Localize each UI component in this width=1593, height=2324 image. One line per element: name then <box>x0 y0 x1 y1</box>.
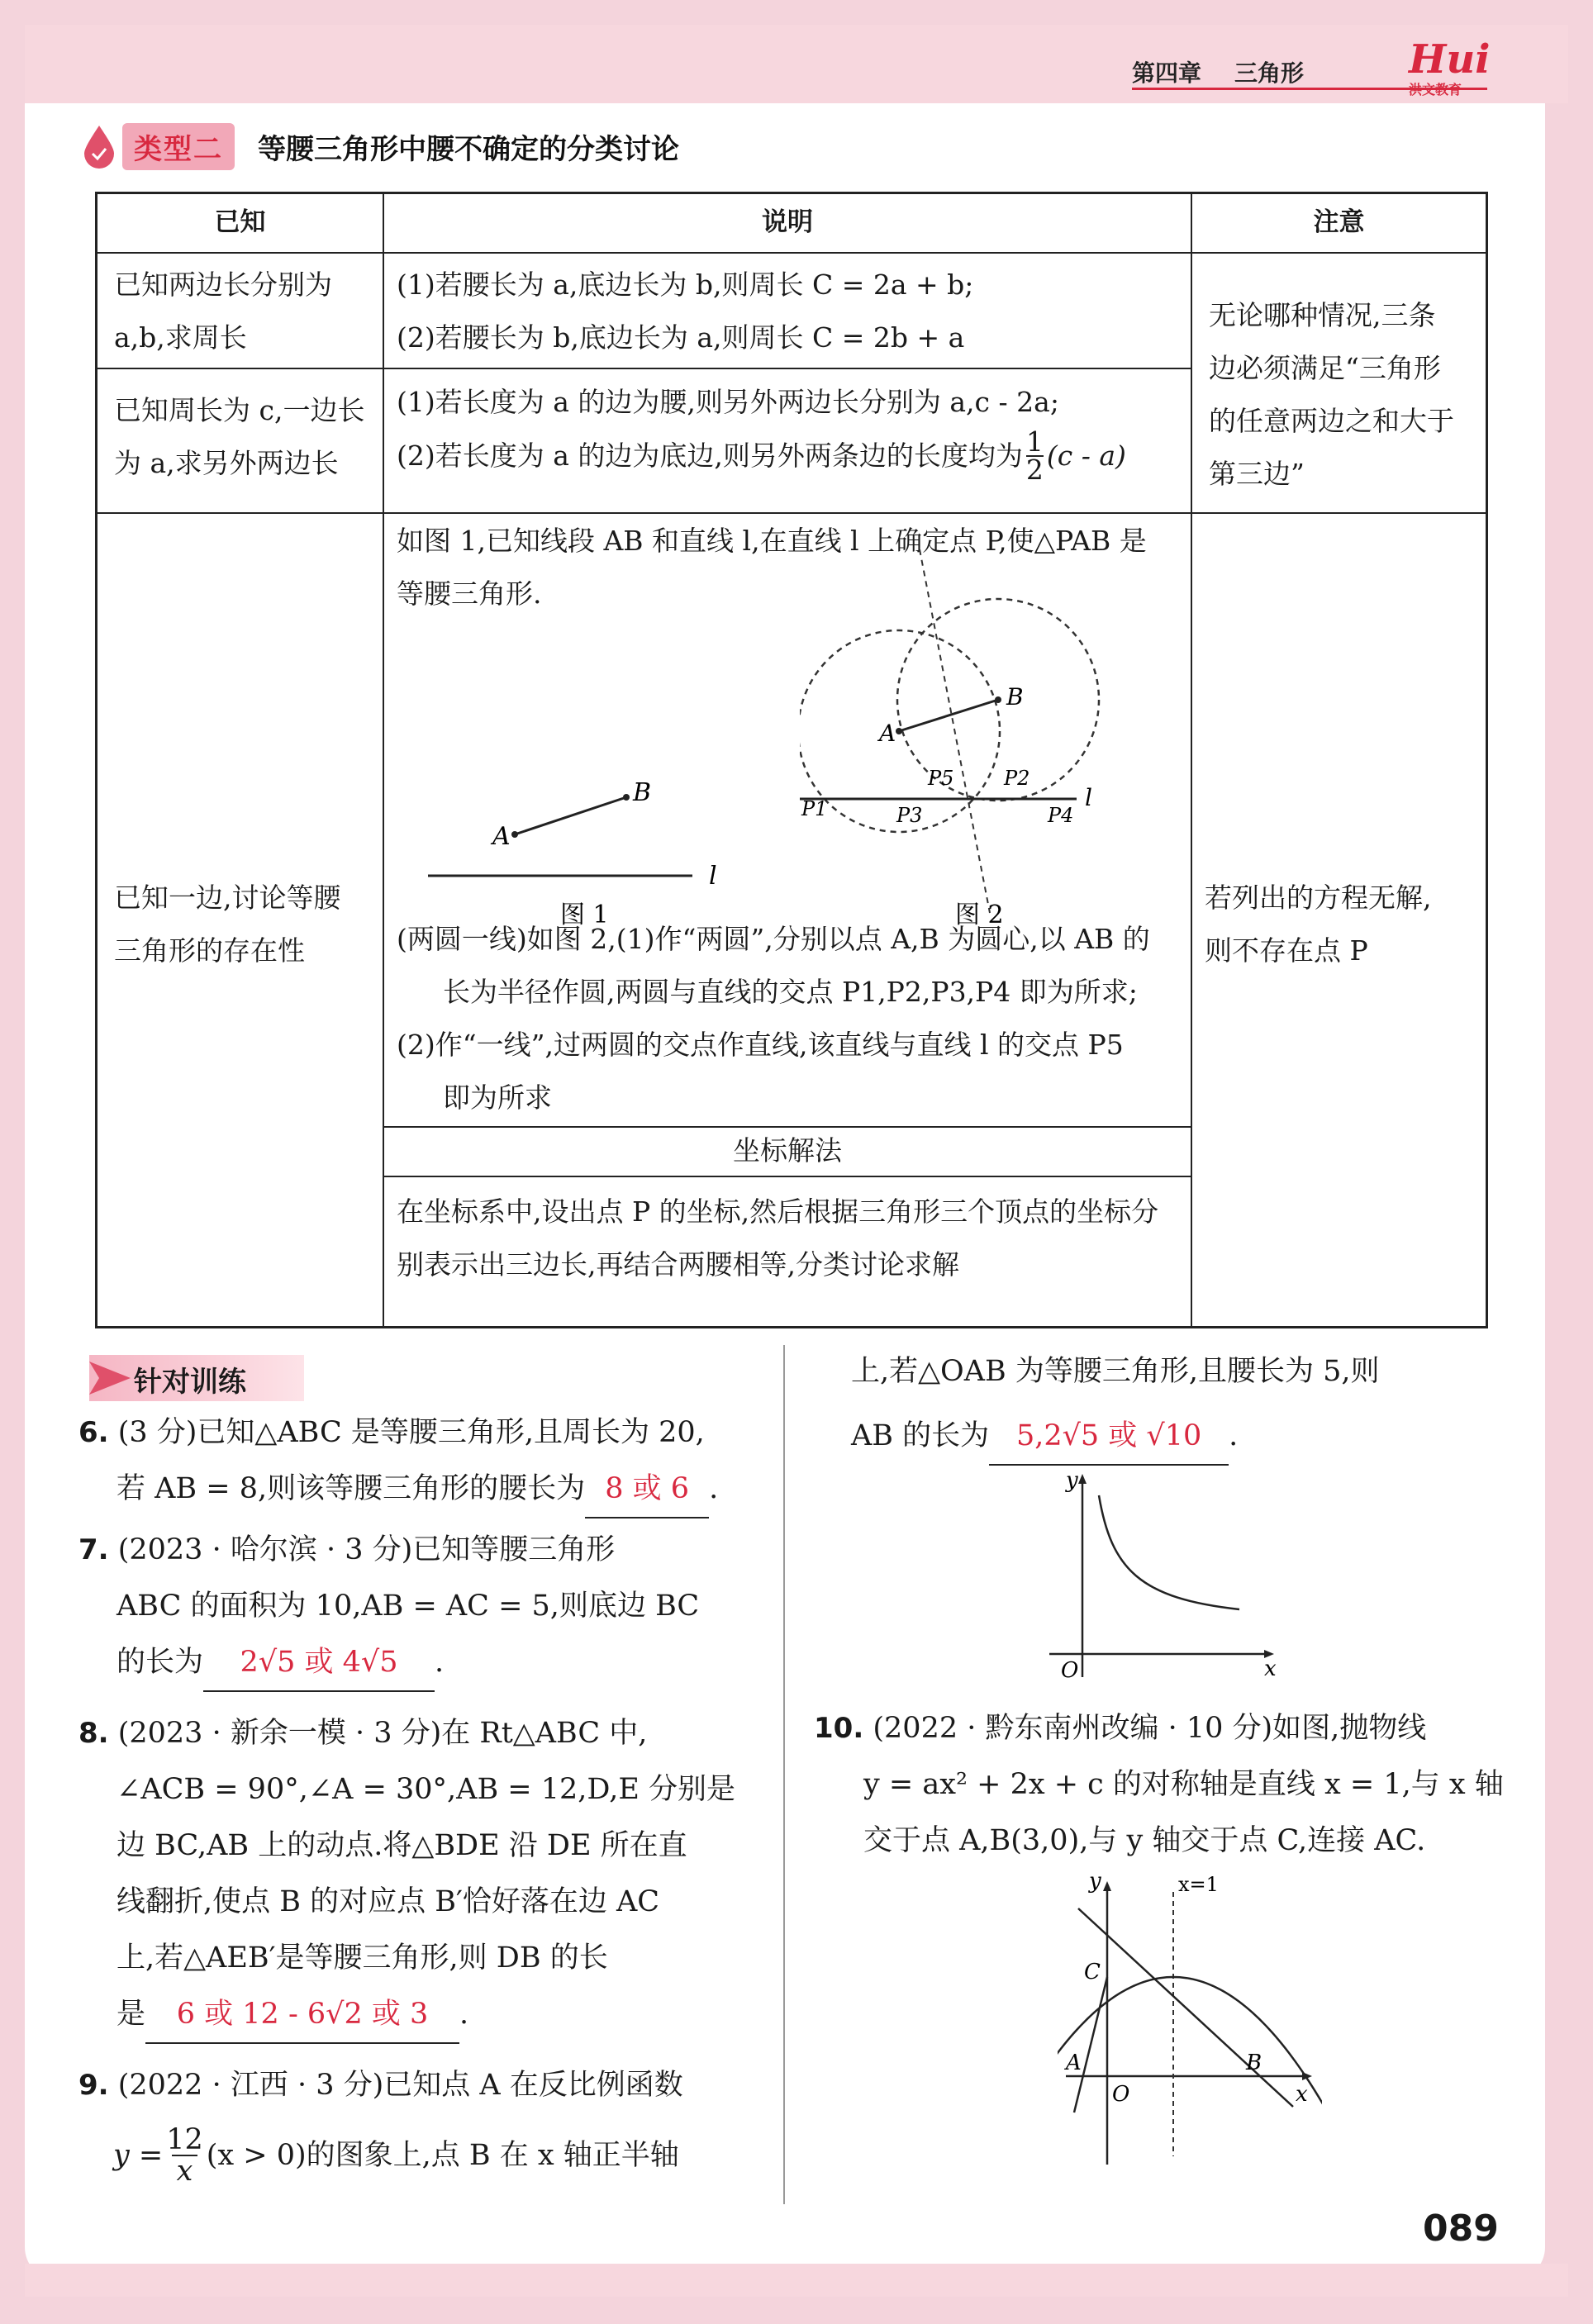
q10-graph <box>1058 1871 1322 2172</box>
logo-text: 洪文教育 <box>1409 82 1462 97</box>
question-9-continued: 上,若△OAB 为等腰三角形,且腰长为 5,则 AB 的长为 5,2√5 或 √10 . <box>851 1343 1512 1466</box>
q9-graph <box>1041 1471 1289 1689</box>
label-o: O <box>1112 2082 1130 2107</box>
label-x: x <box>1264 1656 1277 1681</box>
label-p2: P2 <box>1004 767 1030 790</box>
grid-line <box>97 368 1191 369</box>
col-header-note: 注意 <box>1313 207 1365 237</box>
label-y: y <box>1066 1471 1078 1493</box>
coord-method-text: 在坐标系中,设出点 P 的坐标,然后根据三角形三个顶点的坐标分 别表示出三边长,再结合两腰相等,分类讨论求解 <box>397 1195 1159 1281</box>
row1-known: 已知两边长分别为 a,b,求周长 <box>114 269 332 354</box>
hyperbola-curve <box>1099 1495 1239 1609</box>
point-b <box>623 794 630 801</box>
chapter-label: 第四章 <box>1132 59 1202 87</box>
perpendicular-bisector <box>920 549 990 913</box>
label-a: A <box>492 822 511 851</box>
parabola-curve <box>1058 1977 1322 2114</box>
fraction: 1 2 <box>1025 425 1044 486</box>
row1-explain: (1)若腰长为 a,底边长为 b,则周长 C = 2a + b; (2)若腰长为 b,底边长为 a,则周长 C = 2b + a <box>397 269 974 354</box>
label-o: O <box>1061 1658 1079 1683</box>
point-a <box>511 831 518 838</box>
label-p4: P4 <box>1048 804 1074 827</box>
col-header-known: 已知 <box>214 207 266 237</box>
type-title: 等腰三角形中腰不确定的分类讨论 <box>258 132 679 166</box>
question-8: 8. (2023 · 新余一模 · 3 分)在 Rt△ABC 中, ∠ACB = 90°,∠A = 30°,AB = 12,D,E 分别是 边 BC,AB 上的动点.将△BDE 沿 DE 所在直 线翻折,使点 B 的对应点 B′恰好落在边 AC 上,若△AEB′是等腰三角形,则 DB 的长 是 6 或 12 - 6√2 或 3 . <box>78 1705 764 2044</box>
question-number: 9. <box>78 2069 109 2102</box>
grid-line <box>97 252 1486 254</box>
label-l: l <box>1085 784 1092 811</box>
point-a <box>896 728 902 734</box>
arrow-icon <box>89 1362 131 1395</box>
practice-title: 针对训练 <box>134 1366 246 1399</box>
row3-known: 已知一边,讨论等腰 三角形的存在性 <box>114 882 341 967</box>
label-b: B <box>1006 683 1024 711</box>
note-row-3: 若列出的方程无解, 则不存在点 P <box>1205 882 1432 967</box>
figure-2 <box>800 549 1147 933</box>
question-number: 7. <box>78 1533 109 1566</box>
label-l: l <box>709 862 717 891</box>
label-a: A <box>879 720 896 747</box>
segment-ab <box>899 700 998 731</box>
section-label: 三角形 <box>1234 59 1305 87</box>
figure-1 <box>428 739 758 941</box>
publisher-logo <box>1409 36 1508 106</box>
question-7: 7. (2023 · 哈尔滨 · 3 分)已知等腰三角形 ABC 的面积为 10,AB = AC = 5,则底边 BC 的长为 2√5 或 4√5 . <box>78 1522 764 1692</box>
label-x: x <box>1296 2082 1308 2107</box>
label-axis-of-symmetry: x=1 <box>1178 1873 1219 1896</box>
page-number: 089 <box>1423 2208 1499 2250</box>
label-p3: P3 <box>896 804 923 827</box>
row2-explain: (1)若长度为 a 的边为腰,则另外两边长分别为 a,c - 2a; (2)若长度为 a 的边为底边,则另外两条边的长度均为 1 2 (c - a) <box>397 386 1126 486</box>
bottom-band <box>25 2264 1568 2297</box>
y-arrow-icon <box>1103 1881 1111 1891</box>
summary-table <box>95 192 1488 1328</box>
answer: 8 或 6 <box>585 1461 709 1518</box>
y-arrow-icon <box>1078 1474 1087 1484</box>
row3-method: (两圆一线)如图 2,(1)作“两圆”,分别以点 A,B 为圆心,以 AB 的 长为半径作圆,两圆与直线的交点 P1,P2,P3,P4 即为所求; (2)作“一线”,过两圆的交点作直线,该直线与直线 l 的交点 P5 即为所求 <box>397 923 1150 1114</box>
line-ac <box>1074 1977 1107 2113</box>
label-b: B <box>1246 2051 1263 2075</box>
label-p1: P1 <box>801 797 828 820</box>
row2-known: 已知周长为 c,一边长 为 a,求另外两边长 <box>114 394 365 479</box>
answer: 2√5 或 4√5 <box>203 1634 435 1692</box>
label-c: C <box>1084 1960 1101 1984</box>
point-b <box>995 696 1001 703</box>
fraction: $\frac{12}{x}$ <box>166 2123 203 2188</box>
figure-caption: 图 1 <box>560 901 609 929</box>
segment-ab <box>515 797 626 834</box>
coord-method-header: 坐标解法 <box>733 1134 842 1167</box>
question-number: 8. <box>78 1717 109 1750</box>
question-number: 6. <box>78 1416 109 1449</box>
question-9: 9. (2022 · 江西 · 3 分)已知点 A 在反比例函数 y = $\frac{12}{x}$ (x > 0)的图象上,点 B 在 x 轴正半轴 <box>78 2069 683 2188</box>
type-heading <box>83 117 679 175</box>
grid-line <box>384 1176 1191 1177</box>
label-p5: P5 <box>928 767 954 790</box>
col-header-explain: 说明 <box>762 207 813 237</box>
answer: 5,2√5 或 √10 <box>989 1408 1229 1466</box>
question-number: 10. <box>814 1712 864 1745</box>
answer: 6 或 12 - 6√2 或 3 <box>145 1986 459 2044</box>
row3-intro: 如图 1,已知线段 AB 和直线 l,在直线 l 上确定点 P,使△PAB 是 等腰三角形. <box>397 525 1147 610</box>
label-a: A <box>1066 2051 1082 2075</box>
label-b: B <box>633 778 652 807</box>
grid-line <box>97 512 1486 514</box>
drop-icon <box>83 124 116 169</box>
label-y: y <box>1089 1871 1101 1894</box>
type-badge: 类型二 <box>122 123 235 170</box>
question-6: 6. (3 分)已知△ABC 是等腰三角形,且周长为 20, 若 AB = 8,则该等腰三角形的腰长为 8 或 6 . <box>78 1404 764 1518</box>
grid-line <box>1191 194 1192 1326</box>
note-rows-1-2: 无论哪种情况,三条 边必须满足“三角形 的任意两边之和大于 第三边” <box>1209 299 1454 490</box>
figure-caption: 图 2 <box>955 901 1004 929</box>
logo-mark: Hui <box>1409 36 1491 83</box>
question-10: 10. (2022 · 黔东南州改编 · 10 分)如图,抛物线 y = ax² + 2x + c 的对称轴是直线 x = 1,与 x 轴 交于点 A,B(3,0),与 y 轴交于点 C,连接 AC. <box>814 1712 1504 1857</box>
column-divider <box>783 1345 785 2204</box>
